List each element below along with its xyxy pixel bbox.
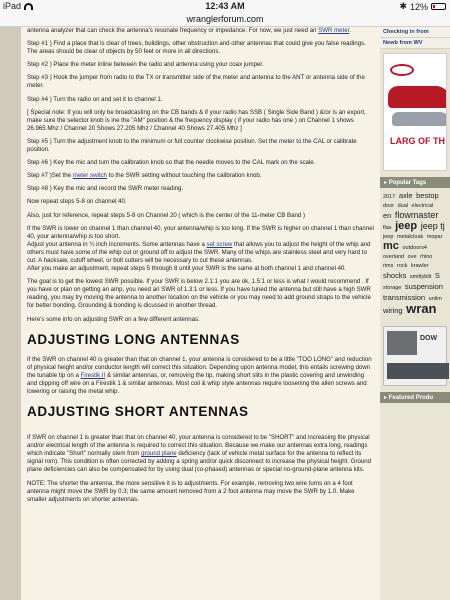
- product-ad-text: DOW: [420, 335, 438, 342]
- swr-meter-link[interactable]: SWR meter: [318, 27, 350, 34]
- address-bar[interactable]: [0, 13, 450, 27]
- tag-link[interactable]: axle: [398, 191, 413, 200]
- tag-link[interactable]: storage: [383, 285, 402, 291]
- tag-cloud: [380, 188, 450, 320]
- intro-paragraph: antenna analyzer that can check the antenna's resonate frequency or impedance. For now, we just need an SWR meter.: [27, 27, 352, 34]
- tag-link[interactable]: door: [383, 203, 395, 209]
- car-image: [388, 86, 447, 108]
- step-1: Step #1 ) Find a place that is clear of trees, buildings, other obstruction and other antennas that could give you false readings. The areas should be clear of objects by 50 feet or more in all directions.: [27, 40, 366, 56]
- product-banner: [387, 363, 449, 379]
- sidebar-link-checking-in[interactable]: Checking in from: [380, 27, 450, 38]
- clock: 12:43 AM: [205, 1, 245, 11]
- tag-link[interactable]: electrical: [411, 203, 434, 209]
- product-ad[interactable]: [383, 326, 447, 386]
- note-paragraph: NOTE: The shorter the antenna, the more sensitive it is to adjustments. For example, removing two wire turns on a 4 foot antenna might move the SWR by 0.3; the same amount removed from a 2 foot antenna may move the SWR by 1.0. Make smaller adjustments on shorter antennas.: [27, 479, 355, 503]
- step-4: Step #4 ) Turn the radio on and set it to channel 1.: [27, 95, 163, 103]
- tag-link[interactable]: rims: [383, 263, 394, 269]
- tag-link[interactable]: jeep: [383, 234, 394, 240]
- tag-link[interactable]: transmission: [383, 293, 426, 302]
- bluetooth-icon: ✱: [399, 1, 407, 11]
- product-image: [387, 331, 417, 355]
- tag-link[interactable]: jeep: [395, 220, 418, 232]
- repeat-ch20: Also, just for reference, repeat steps 5-8 on Channel 20 ( which is the center of the 11-meter CB Band ): [27, 211, 305, 219]
- url-text[interactable]: wranglerforum.com: [186, 14, 264, 24]
- status-bar: [0, 0, 450, 13]
- repeat-ch40: Now repeat steps 5-8 on channel 40.: [27, 198, 127, 206]
- car-image-secondary: [392, 112, 447, 126]
- set-screw-link[interactable]: set screw: [206, 240, 233, 248]
- article-body: [21, 27, 380, 600]
- special-note: [ Special note: If you will only be broadcasting on the CB bands & if your radio has SSB ( Single Side Band ) &/or is an export, make sure the selector knob is ine the "AM" position & the frequency display ( if your radio has one ) on Channel 1 shows 26.965 Mhz / Channel 20 Shows 27.205 Mhz / Channel 40 Shows 27.405 Mhz ]: [27, 108, 366, 132]
- right-sidebar: [380, 27, 450, 600]
- tag-link[interactable]: dual: [397, 203, 408, 209]
- long-paragraph: If the SWR on channel 40 is greater than that on channel 1, your antenna is considered to be a little "TOO LONG" and reduction of physical height and/or conductor length will correct this situation. Depending upon antenna model, this entails screwing down the tunable tip on a Firestik II & similar antennas, or, removing the tip, making short slits in the plastic covering and unwinding and clipping off wire on a Firestik 1 & similar antennas. Most coil & whip style antennas require loosening the allen screws and lowering or raising the metal whip.: [27, 355, 372, 395]
- battery-percent: 12%: [409, 1, 428, 12]
- tag-link[interactable]: shocks: [383, 271, 407, 280]
- tag-link[interactable]: rhino: [420, 254, 433, 260]
- tag-link[interactable]: metalcloak: [396, 234, 424, 240]
- tag-link[interactable]: 2017: [383, 194, 396, 200]
- adjust-paragraph: If the SWR is lower on channel 1 than channel 40, your antenna/whip is too long. If the SWR is higher on channel 1 than channel 40, your antenna/whip is too short. Adjust your antenna in ¼ inch increments. Some antennas have a set screw that allows you to adjust the height of the whip and others must have some of the whip cut or ground off to adjust the SWR. Many of the whips are stainless steel and very hard to cut. A hacksaw, cutoff wheel, or bolt cutters will be necessary to cut these antennas. After you make an adjustment, repeat steps 5 through 8 until your SWR is the same at both channel 1 and channel 40.: [27, 224, 374, 273]
- battery-icon: [431, 3, 446, 10]
- tag-link[interactable]: en: [383, 211, 392, 220]
- step-7: Step #7 )Set the meter switch to the SWR setting without touching the calibration knob.: [27, 172, 262, 180]
- more-info: Here's some info on adjusting SWR on a few different antennas.: [27, 315, 200, 323]
- meter-switch-link[interactable]: meter switch: [72, 172, 107, 180]
- tag-link[interactable]: jeep tj: [420, 221, 445, 231]
- tag-link[interactable]: flas: [383, 225, 392, 231]
- tag-link[interactable]: outdoors4: [402, 245, 427, 251]
- status-right: [399, 1, 446, 12]
- left-gutter: [0, 27, 21, 600]
- step-6: Step #6 ) Key the mic and turn the calibration knob so that the needle moves to the CAL mark on the scale.: [27, 159, 316, 167]
- carrier-label: iPad: [3, 1, 22, 11]
- tag-link[interactable]: mopar: [426, 234, 443, 240]
- goal-paragraph: The goal is to get the lowest SWR possible. If your SWR is below 2.1:1 you are ok, 1.5:1 or less is what I would recommend . If you have or plan on getting an amp, you need an SWR of 1.3:1 or less. If you have tuned the antenna but still have a high SWR reading, you may try moving the antenna to another location on the vehicle or you may need to add ground straps to the vehicle for better bonding. Grounding & bonding is dicussed in another thread.: [27, 278, 371, 310]
- step-2: Step #2 ) Place the meter inline between the radio and antenna using your coax jumper.: [27, 61, 264, 69]
- tag-link[interactable]: S: [434, 271, 440, 280]
- tag-link[interactable]: unlim: [428, 296, 442, 302]
- tag-link[interactable]: flowmaster: [394, 210, 439, 220]
- heading-short-antennas: ADJUSTING SHORT ANTENNAS: [27, 404, 249, 420]
- tag-link[interactable]: smittybilt: [409, 274, 432, 280]
- ad-headline: LARG OF TH: [390, 136, 445, 146]
- tag-link[interactable]: suspension: [404, 282, 443, 291]
- tag-link[interactable]: rock: [396, 263, 408, 269]
- tag-link[interactable]: overland: [383, 254, 405, 260]
- sidebar-link-newb[interactable]: Newb from WV: [380, 38, 450, 49]
- firestik-link[interactable]: Firestik II: [80, 371, 106, 379]
- step-8: Step #8 ) Key the mic and record the SWR meter reading.: [27, 185, 184, 193]
- short-paragraph: If SWR on channel 1 is greater than that on channel 40, your antenna is considered to be "SHORT" and increasing the physical and/or electrical length of the antenna is required to correct this situation. Because we make our antennas extra long, readings which indicate "Short" normally stem from ground plane deficiency (lack of vehicle metal surface for the antenna to reflect its signal rom). This condition is often corrected by adding a spring and/or quick disconnect to increase the physical height. Ground plane deficiencies can also be compensated for by using dual (co-phased) antennas or special no-ground-plane antenna kits.: [27, 434, 372, 474]
- featured-products-header: ▸ Featured Produ: [380, 392, 450, 403]
- step-5: Step #5 ) Turn the adjustment knob to the minimum or full counter clockwise position. Set the meter to the CAL or calibrate position.: [27, 137, 357, 154]
- popular-tags-header: ▸ Popular Tags: [380, 177, 450, 188]
- tag-link[interactable]: krawler: [410, 263, 429, 269]
- tag-link[interactable]: bestop: [416, 191, 439, 200]
- brand-logo-icon: [390, 64, 414, 76]
- tag-link[interactable]: mc: [383, 240, 399, 252]
- tag-link[interactable]: ove: [407, 254, 417, 260]
- car-ad[interactable]: [383, 53, 447, 171]
- ground-plane-link[interactable]: ground plane: [141, 450, 177, 458]
- step-3: Step #3 ) Hook the jumper from radio to the TX or transmitter side of the meter and antenna to the ANT or antenna side of the meter.: [27, 74, 365, 90]
- tag-link[interactable]: wran: [406, 301, 437, 316]
- heading-long-antennas: ADJUSTING LONG ANTENNAS: [27, 331, 240, 347]
- tag-link[interactable]: wiring: [383, 306, 403, 315]
